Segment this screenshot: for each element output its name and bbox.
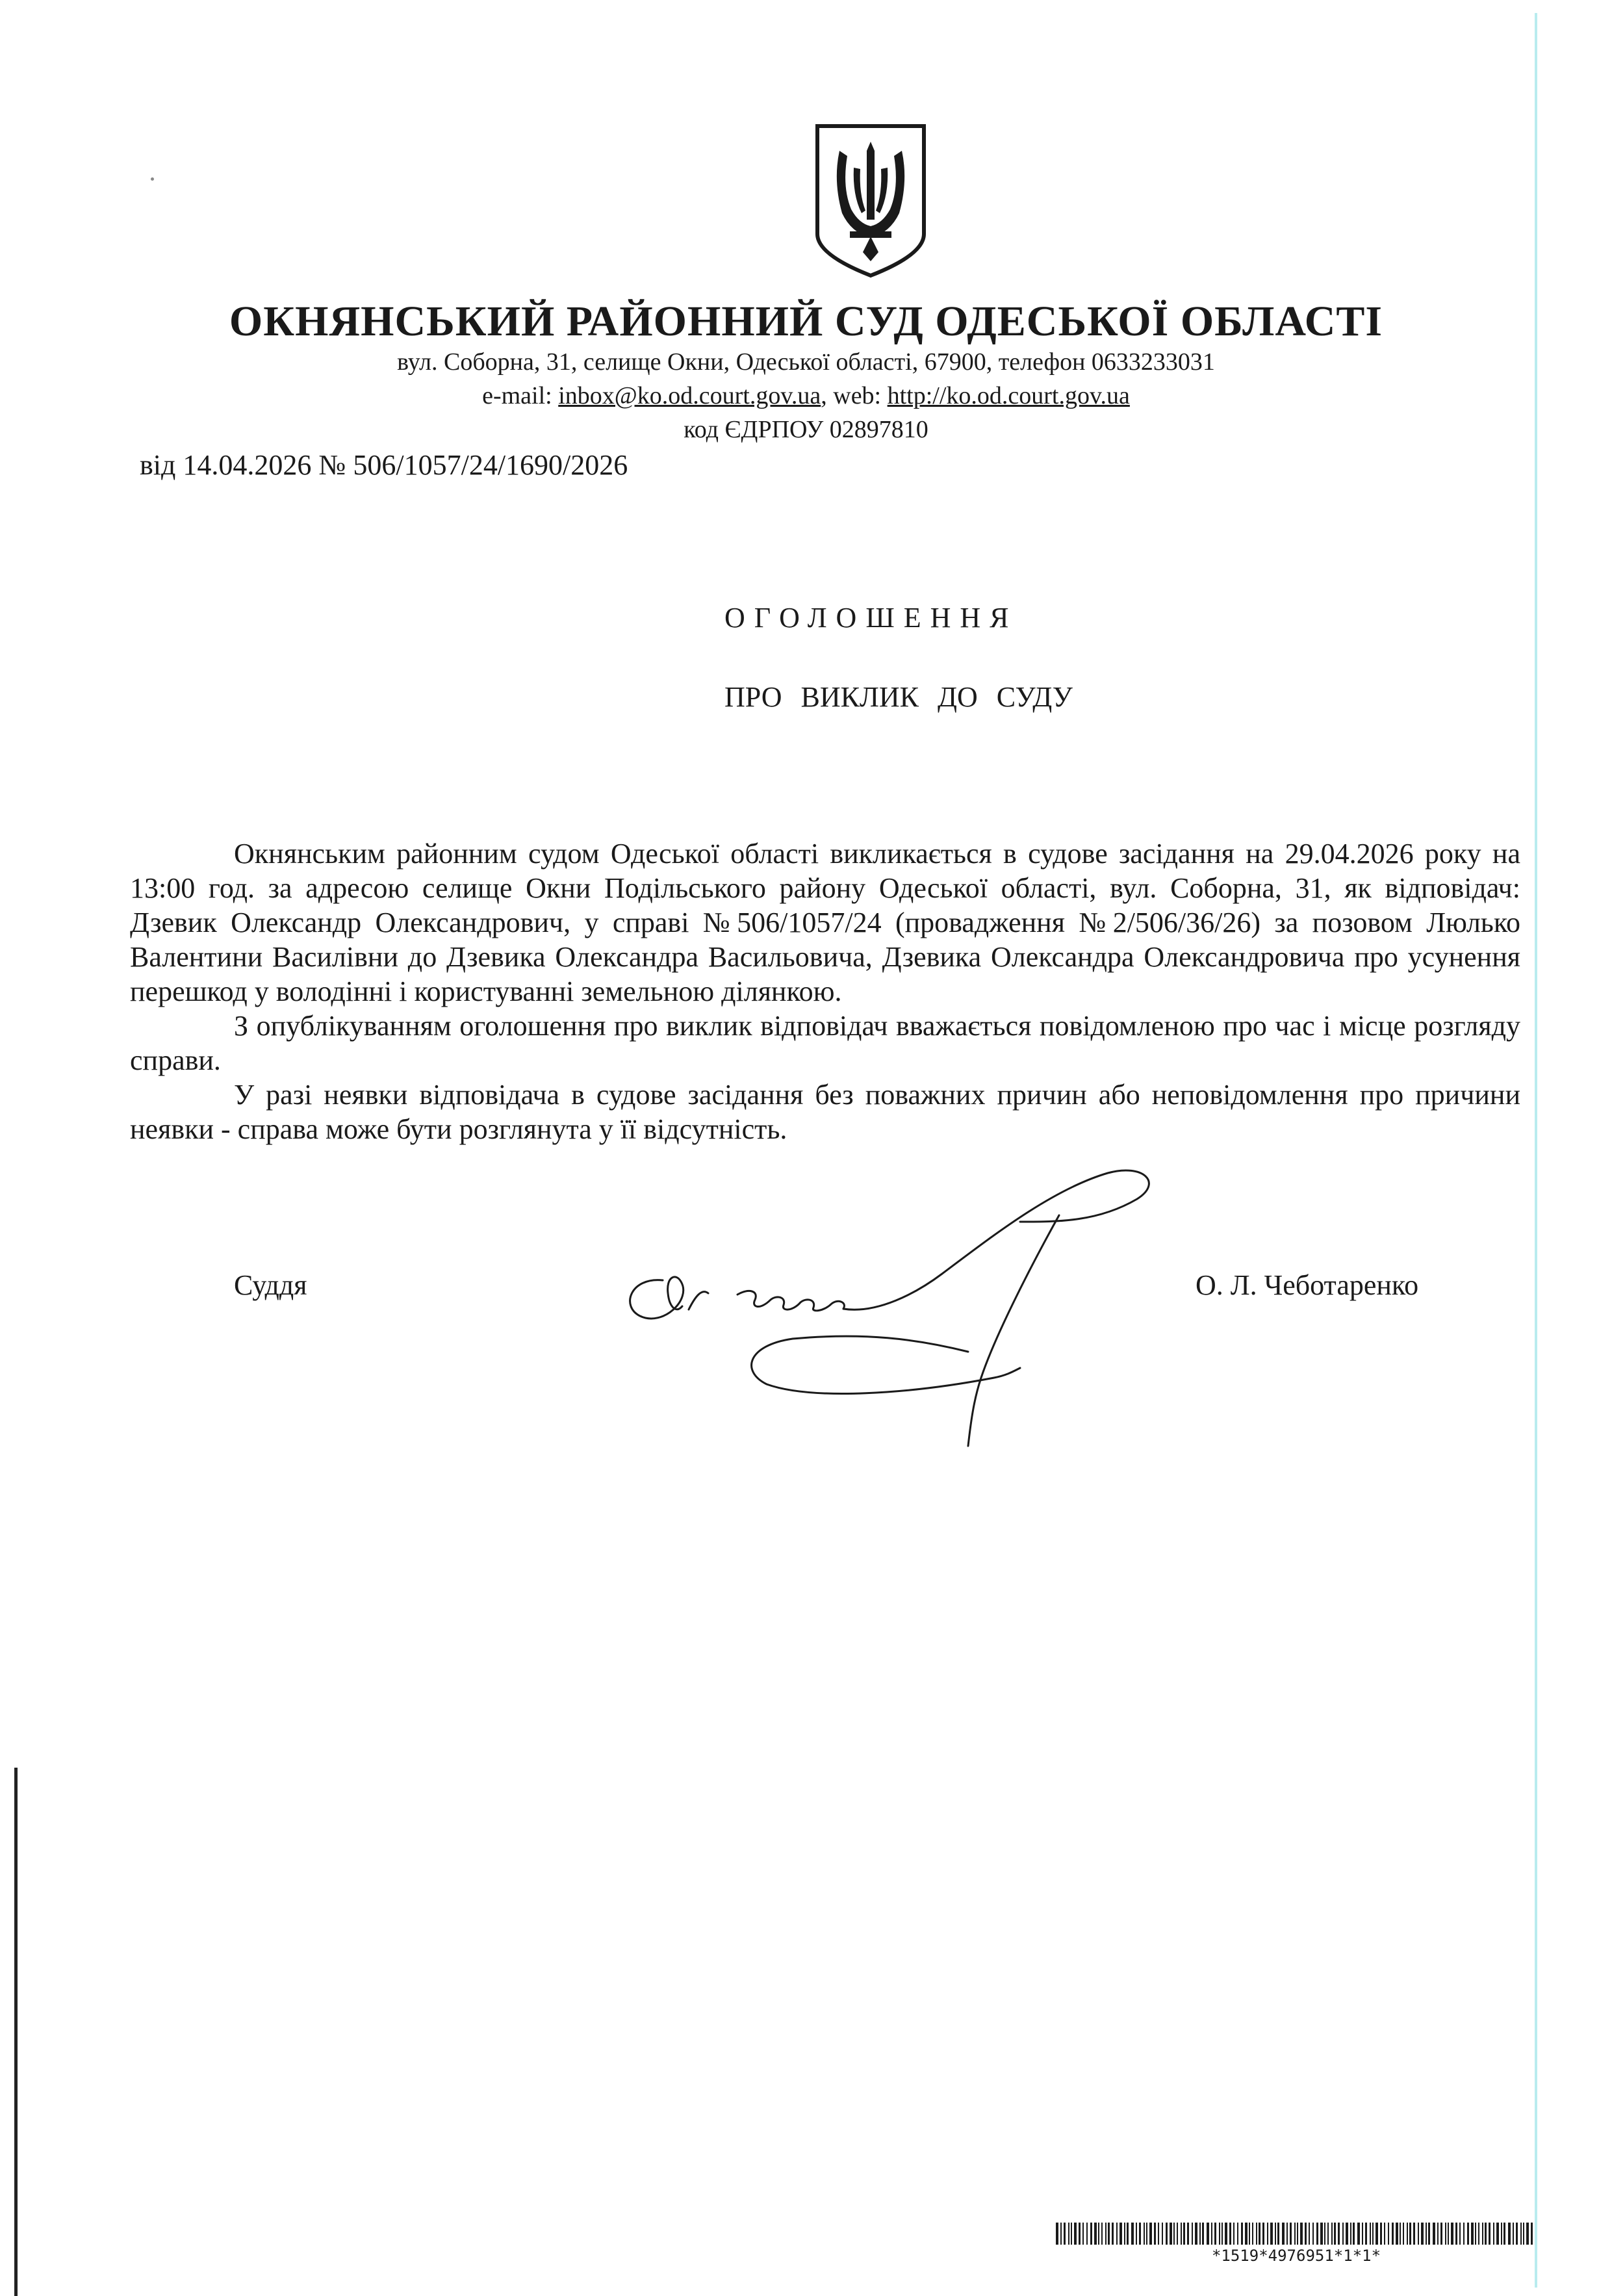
judge-label: Суддя (234, 1269, 307, 1301)
paragraph-notice: З опублікуванням оголошення про виклик відповідач вважається повідомленою про час і місце розгляду справи. (130, 1010, 1520, 1076)
email-link[interactable]: inbox@ko.od.court.gov.ua (558, 382, 821, 409)
barcode (1056, 2223, 1537, 2245)
registration-number: від 14.04.2026 № 506/1057/24/1690/2026 (140, 449, 628, 481)
web-link[interactable]: http://ko.od.court.gov.ua (887, 382, 1130, 409)
court-address: вул. Соборна, 31, селище Окни, Одеської області, 67900, телефон 0633233031 (397, 348, 1215, 376)
paragraph-summons: Окнянським районним судом Одеської області викликається в судове засідання на 29.04.2026 року на 13:00 год. за адресою селище Окни Подільського району Одеської області, вул. Соборна, 31, як відповідач: Дзевик Олександр Олександрович, у справі №506/1057/24 (провадження №2/506/36/26) за позовом Люлько Валентини Василівни до Дзевика Олександра Васильовича, Дзевика Олександра Олександровича про усунення перешкод у володінні і користуванні земельною ділянкою. (130, 838, 1520, 1007)
edrpou-code: код ЄДРПОУ 02897810 (684, 416, 928, 443)
barcode-number: *1519*4976951*1*1* (1211, 2247, 1381, 2265)
court-name: ОКНЯНСЬКИЙ РАЙОННИЙ СУД ОДЕСЬКОЇ ОБЛАСТІ (229, 298, 1383, 345)
announcement-title: ОГОЛОШЕННЯ (724, 602, 1018, 634)
announcement-subtitle: ПРО ВИКЛИК ДО СУДУ (724, 681, 1073, 713)
paragraph-absence: У разі неявки відповідача в судове засідання без поважних причин або неповідомлення про причини неявки - справа може бути розглянута у її відсутність. (130, 1079, 1520, 1145)
coat-of-arms-icon (813, 122, 928, 278)
scan-dot (151, 177, 154, 181)
email-prefix: e-mail: (482, 382, 559, 409)
judge-name: О. Л. Чеботаренко (1196, 1269, 1419, 1301)
handwritten-signature (604, 1144, 1222, 1456)
web-prefix: , web: (821, 382, 888, 409)
court-contacts (0, 380, 1612, 411)
scan-edge-left (14, 1768, 18, 2296)
announcement-body (130, 836, 1520, 1146)
